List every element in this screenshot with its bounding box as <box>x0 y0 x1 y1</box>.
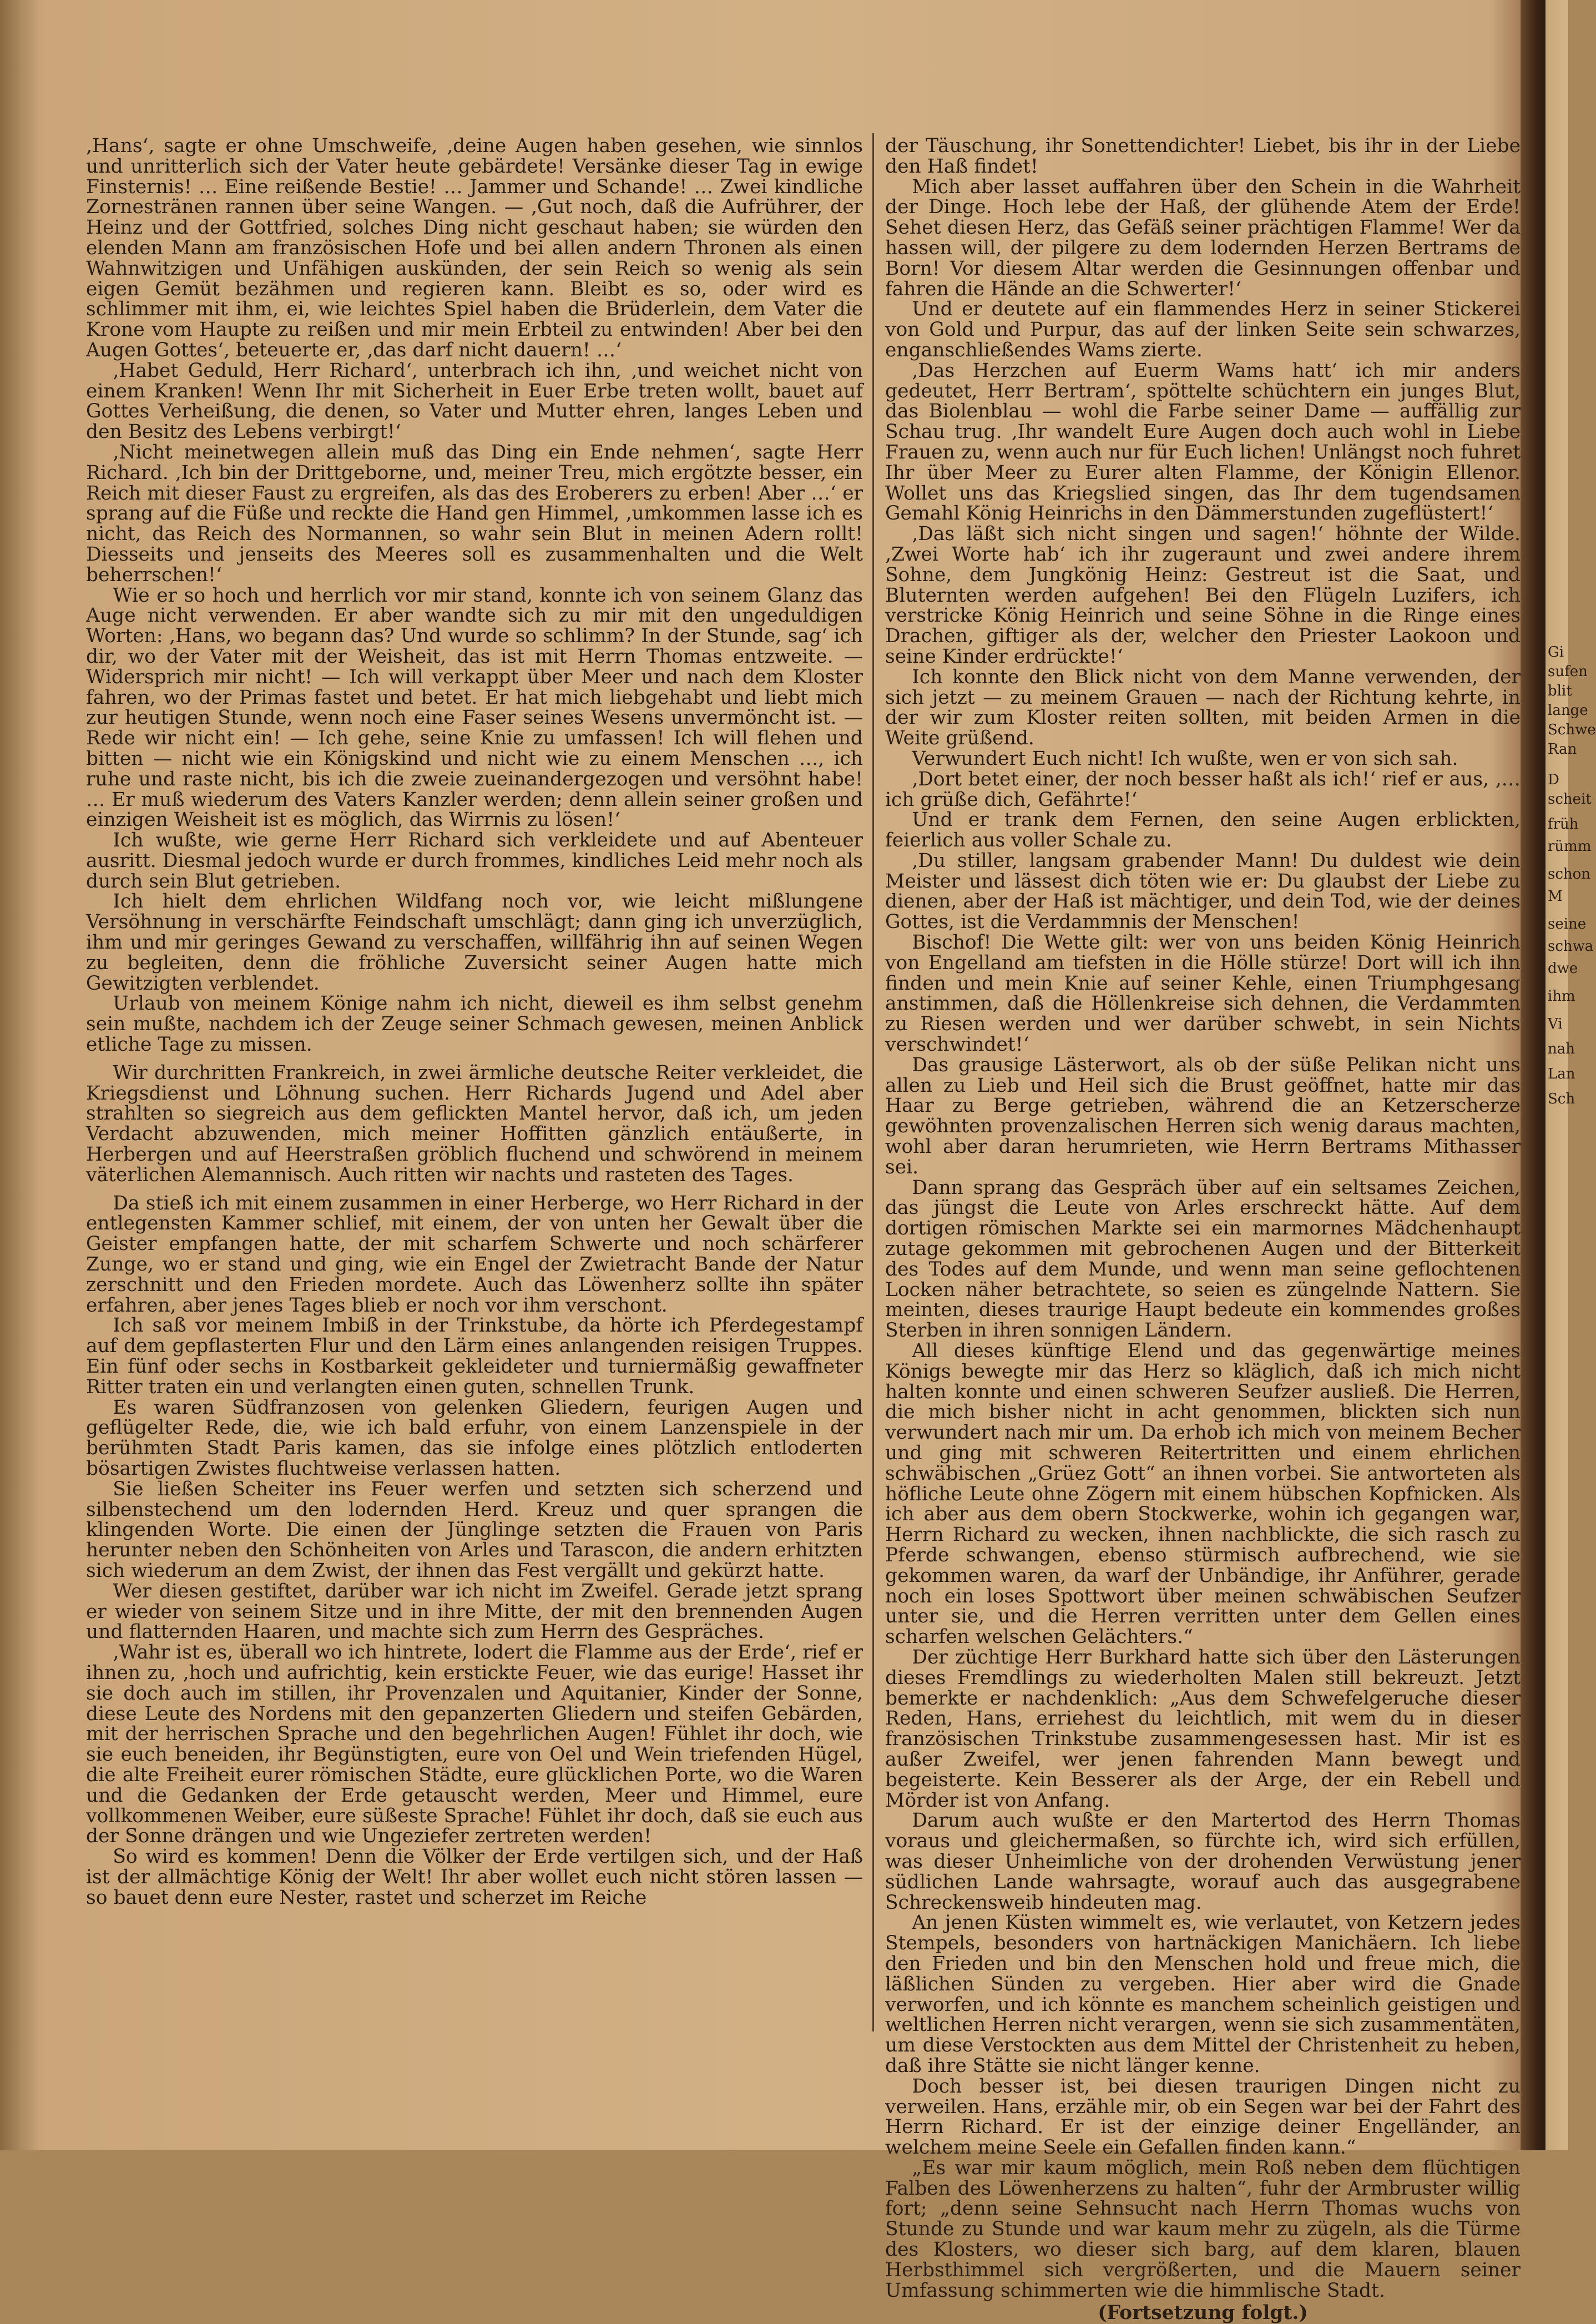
adjacent-page-fragment: lange <box>1548 702 1588 719</box>
adjacent-page-fragment: Vi <box>1548 1016 1563 1032</box>
paragraph: Der züchtige Herr Burkhard hatte sich über den Lästerungen dieses Fremdlings zu wiederholten Malen still bekreuzt. Jetzt bemerkte er nachdenklich: „Aus dem Schwefelgeruche dieser Reden, Hans, erriehest du leichtlich, mit wem du in dieser französischen Trinkstube zusammengesessen hast. Mir ist es außer Zweifel, wer jenen fahrenden Mann bewegt und begeisterte. Kein Besserer als der Arge, der ein Rebell und Mörder ist von Anfang. <box>885 1646 1521 1812</box>
paragraph: Bischof! Die Wette gilt: wer von uns beiden König Heinrich von Engelland am tiefsten in die Hölle stürze! Dort will ich ihn finden und mein Knie auf seiner Kehle, einen Triumphgesang anstimmen, daß die Höllenkreise sich dehnen, die Verdammten zu Riesen werden und wer darüber schwebt, in sein Nichts verschwindet!‘ <box>885 931 1521 1056</box>
paragraph: ‚Dort betet einer, der noch besser haßt als ich!‘ rief er aus, ‚… ich grüße dich, Gefährte!‘ <box>885 768 1521 811</box>
adjacent-page-fragment: Gi <box>1548 644 1564 661</box>
paragraph: Sie ließen Scheiter ins Feuer werfen und setzten sich scherzend und silbenstechend um den lodernden Herd. Kreuz und quer sprangen die klingenden Worte. Die einen der Jünglinge setzten die Frauen von Paris herunter neben den Schönheiten von Arles und Tarascon, die andern erhitzten sich wiederum an dem Zwist, der ihnen das Fest vergällt und gekürzt hatte. <box>86 1478 863 1582</box>
paragraph: ‚Habet Geduld, Herr Richard‘, unterbrach ich ihn, ‚und weichet nicht von einem Kranken! Wenn Ihr mit Sicherheit in Euer Erbe treten wollt, bauet auf Gottes Verheißung, die denen, so Vater und Mutter ehren, langes Leben und den Besitz des Lebens verbirgt!‘ <box>86 359 863 443</box>
adjacent-page-fragment: Schwe <box>1548 722 1596 738</box>
adjacent-page-fragment: Lan <box>1548 1066 1575 1082</box>
paragraph: ‚Du stiller, langsam grabender Mann! Du duldest wie dein Meister und lässest dich töten wie er: Du glaubst der Liebe zu dienen, aber der Haß ist mächtiger, und dein Tod, wie der deines Gottes, ist die Verdammnis der Menschen! <box>885 849 1521 934</box>
adjacent-page-fragment: früh <box>1548 816 1579 833</box>
paragraph: Wir durchritten Frankreich, in zwei ärmliche deutsche Reiter verkleidet, die Kriegsdienst und Löhnung suchen. Herr Richards Jugend und Adel aber strahlten so siegreich aus dem geflickten Mantel hervor, daß ich, um jeden Verdacht abzuwenden, mich meiner Hoffitten gänzlich entäußerte, in Herbergen und auf Heerstraßen gröblich fluchend und schwörend in meinem väterlichen Alemannisch. Auch ritten wir nachts und rasteten des Tages. <box>86 1061 863 1186</box>
paragraph: ‚Das Herzchen auf Euerm Wams hatt‘ ich mir anders gedeutet, Herr Bertram‘, spöttelte schüchtern ein junges Blut, das Biolenblau — wohl die Farbe seiner Dame — auffällig zur Schau trug. ‚Ihr wandelt Eure Augen doch auch wohl in Liebe Frauen zu, wenn auch nur für Euch lichen! Unlängst noch fuhret Ihr über Meer zu Eurer alten Flamme, der Königin Ellenor. Wollet uns das Kriegslied singen, das Ihr dem tugendsamen Gemahl König Heinrichs in den Dämmerstunden zugeflüstert!‘ <box>885 359 1521 525</box>
paragraph: Und er trank dem Fernen, den seine Augen erblickten, feierlich aus voller Schale zu. <box>885 809 1521 852</box>
paragraph: Doch besser ist, bei diesen traurigen Dingen nicht zu verweilen. Hans, erzähle mir, ob ein Segen war bei der Fahrt des Herrn Richard. Er ist der einzige deiner Engelländer, an welchem meine Seele ein Gefallen finden kann.“ <box>885 2075 1521 2159</box>
left-text-column <box>86 136 863 2129</box>
paragraph: ‚Das läßt sich nicht singen und sagen!‘ höhnte der Wilde. ‚Zwei Worte hab‘ ich ihr zugeraunt und zwei andere ihrem Sohne, dem Jungkönig Heinz: Gestreut ist die Saat, und Bluternten werden aufgehen! Bei den Flügeln Luzifers, ich verstricke König Heinrich und seine Söhne in die Ringe eines Drachen, giftiger als der, welcher den Priester Laokoon und seine Kinder erdrückte!‘ <box>885 523 1521 668</box>
paragraph: „Es war mir kaum möglich, mein Roß neben dem flüchtigen Falben des Löwenherzens zu halten“, fuhr der Armbruster willig fort; „denn seine Sehnsucht nach Herrn Thomas wuchs von Stunde zu Stunde und war kaum mehr zu zügeln, als die Türme des Klosters, wo dieser sich barg, auf dem klaren, blauen Herbsthimmel sich vergrößerten, und die Mauern seiner Umfassung schimmerten wie die himmlische Stadt. <box>885 2156 1521 2302</box>
paragraph: Darum auch wußte er den Martertod des Herrn Thomas voraus und gleichermaßen, so fürchte ich, wird sich erfüllen, was dieser Unheimliche von der drohenden Verwüstung jener südlichen Lande wahrsagte, worauf auch das ausgegrabene Schreckensweib hindeuten mag. <box>885 1809 1521 1914</box>
paragraph: ‚Wahr ist es, überall wo ich hintrete, lodert die Flamme aus der Erde‘, rief er ihnen zu, ‚hoch und aufrichtig, kein erstickte Feuer, wie das eurige! Hasset ihr sie doch auch im stillen, ihr Provenzalen und Aquitanier, Kinder der Sonne, diese Leute des Nordens mit den gepanzerten Gliedern und steifen Gebärden, mit der herrischen Sprache und den begehrlichen Augen! Fühlet ihr doch, wie sie euch beneiden, ihr Begünstigten, eure von Oel und Wein triefenden Hügel, die alte Freiheit eurer römischen Städte, eure glücklichen Porte, wo die Waren und die Gedanken der Erde getauscht werden, Meer und Himmel, eure vollkommenen Weiber, eure süßeste Sprache! Fühlet ihr doch, daß sie euch aus der Sonne drängen und wie Ungeziefer zertreten werden! <box>86 1641 863 1848</box>
paragraph: Wie er so hoch und herrlich vor mir stand, konnte ich von seinem Glanz das Auge nicht verwenden. Er aber wandte sich zu mir mit den ungeduldigen Worten: ‚Hans, wo begann das? Und wurde so schlimm? In der Stunde, sag‘ ich dir, wo der Vater mit der Weisheit, das ist mit Herrn Thomas entzweite. — Widersprich mir nicht! — Ich will verkappt über Meer und nach dem Kloster fahren, wo der Primas fastet und betet. Er hat mich liebgehabt und liebt mich zur heutigen Stunde, wenn noch eine Faser seines Wesens unvermöncht ist. — Rede wir nicht ein! — Ich gehe, seine Knie zu umfassen! Ich will flehen und bitten — nicht wie ein Königskind und nicht wie zu einem Menschen …, ich ruhe und raste nicht, bis ich die zweie zueinandergezogen und versöhnt habe! … Er muß wiederum des Vaters Kanzler werden; denn allein seiner großen und einzigen Weisheit ist es möglich, das Wirrnis zu lösen!‘ <box>86 584 863 831</box>
book-gutter-shadow <box>1521 0 1546 2150</box>
adjacent-page-fragment: schwa <box>1548 938 1594 955</box>
paragraph: Ich hielt dem ehrlichen Wildfang noch vor, wie leicht mißlungene Versöhnung in verschärfte Feindschaft umschlägt; dann ging ich unverzüglich, ihm und mir geringes Gewand zu verschaffen, willfährig ihn auf seinen Wegen zu begleiten, denn die fröhliche Zuversicht seiner Augen hatte mich Gewitzigten verblendet. <box>86 890 863 995</box>
adjacent-page-fragment: M <box>1548 888 1563 905</box>
paragraph: Das grausige Lästerwort, als ob der süße Pelikan nicht uns allen zu Lieb und Heil sich die Brust geöffnet, hatte mir das Haar zu Berge getrieben, während die an Ketzerscherze gewöhnten provenzalischen Herren sich wenig daraus machten, wohl aber daran herumrieten, wie Herrn Bertrams Mithasser sei. <box>885 1053 1521 1178</box>
paragraph: All dieses künftige Elend und das gegenwärtige meines Königs bewegte mir das Herz so kläglich, daß ich mich nicht halten konnte und einen schweren Seufzer ausließ. Die Herren, die mich bisher nicht in acht genommen, blickten sich nun verwundert nach mir um. Da erhob ich mich von meinem Becher und ging mit schweren Reitertritten und einem ehrlichen schwäbischen „Grüez Gott“ an ihnen vorbei. Sie antworteten als höfliche Leute ohne Zögern mit einem hübschen Kopfnicken. Als ich aber aus dem obern Stockwerke, wohin ich gegangen war, Herrn Richard zu wecken, ihnen nachblickte, die sich rasch zu Pferde schwangen, ebenso stürmisch aufbrechend, wie sie gekommen waren, da warf der Unbändige, ihr Anführer, gerade noch ein loses Spottwort über meinen schwäbischen Seufzer unter sie, und die Herren verritten unter dem Gellen eines scharfen welschen Gelächters.“ <box>885 1340 1521 1649</box>
adjacent-page-fragment: schon <box>1548 866 1591 883</box>
adjacent-page-fragment: nah <box>1548 1041 1575 1057</box>
paragraph: Dann sprang das Gespräch über auf ein seltsames Zeichen, das jüngst die Leute von Arles erschreckt hätte. Auf dem dortigen römischen Markte sei ein marmornes Mädchenhaupt zutage gekommen mit gebrochenen Augen und der Bitterkeit des Todes auf dem Munde, und wenn man seine geflochtenen Locken näher betrachtete, so seien es züngelnde Nattern. Sie meinten, dieses traurige Haupt bedeute ein kommendes großes Sterben in ihren sonnigen Ländern. <box>885 1176 1521 1342</box>
adjacent-page-fragment: Ran <box>1548 741 1577 758</box>
paragraph: Verwundert Euch nicht! Ich wußte, wen er von sich sah. <box>912 747 1458 770</box>
paragraph: So wird es kommen! Denn die Völker der Erde vertilgen sich, und der Haß ist der allmächtige König der Welt! Ihr aber wollet euch nicht stören lassen — so bauet denn eure Nester, rastet und scherzet im Reiche <box>86 1846 863 1909</box>
paragraph: Wer diesen gestiftet, darüber war ich nicht im Zweifel. Gerade jetzt sprang er wieder von seinem Sitze und in ihre Mitte, der mit den brennenden Augen und flatternden Haaren, und machte sich zum Herrn des Gespräches. <box>86 1580 863 1644</box>
left-binding-edge <box>0 0 39 2150</box>
paragraph: ‚Nicht meinetwegen allein muß das Ding ein Ende nehmen‘, sagte Herr Richard. ‚Ich bin der Drittgeborne, und, meiner Treu, mich ergötzte besser, ein Reich mit dieser Faust zu ergreifen, als das des Eroberers zu erben! Aber …‘ er sprang auf die Füße und reckte die Hand gen Himmel, ‚umkommen lasse ich es nicht, das Reich des Normannen, so wahr sein Blut in meinen Adern rollt! Diesseits und jenseits des Meeres soll es zusammenhalten und die Welt beherrschen!‘ <box>86 441 863 586</box>
adjacent-page-strip <box>1546 0 1596 2150</box>
adjacent-page-fragment: ihm <box>1548 988 1575 1005</box>
paragraph: Und er deutete auf ein flammendes Herz in seiner Stickerei von Gold und Purpur, das auf der linken Seite sein schwarzes, enganschließendes Wams zierte. <box>885 298 1521 361</box>
adjacent-page-fragment: seine <box>1548 916 1587 932</box>
continuation-note: (Fortsetzung folgt.) <box>1098 2302 1308 2324</box>
adjacent-page-fragment: Sch <box>1548 1091 1575 1107</box>
adjacent-page-fragment: dwe <box>1548 960 1578 977</box>
paragraph: Ich konnte den Blick nicht von dem Manne verwenden, der sich jetzt — zu meinem Grauen — nach der Richtung kehrte, in der wir zum Kloster reiten sollten, mit beiden Armen in die Weite grüßend. <box>885 666 1521 750</box>
paragraph: Da stieß ich mit einem zusammen in einer Herberge, wo Herr Richard in der entlegensten Kammer schlief, mit einem, der von unten her Gewalt über die Geister empfangen hatte, der mit scharfem Schwerte und noch schärferer Zunge, wo er stand und ging, wie ein Engel der Zwietracht Bande der Natur zerschnitt und den Frieden mordete. Auch das Löwenherz sollte ihn später erfahren, aber jenes Tages blieb er noch vor ihm verschont. <box>86 1192 863 1317</box>
paragraph: ‚Hans‘, sagte er ohne Umschweife, ‚deine Augen haben gesehen, wie sinnlos und unritterlich sich der Vater heute gebärdete! Versänke dieser Tag in ewige Finsternis! … Eine reißende Bestie! … Jammer und Schande! … Zwei kindliche Zornestränen rannen über seine Wangen. — ‚Gut noch, daß die Aufrührer, der Heinz und der Gottfried, solches Ding nicht geschaut haben; sie würden den elenden Mann am französischen Hofe und bei allen andern Thronen als einen Wahnwitzigen und Unfähigen auskünden, der sein Reich so wenig als sein eigen Gemüt bezähmen und regieren kann. Bleibt es so, oder wird es schlimmer mit ihm, ei, wie leichtes Spiel haben die Brüderlein, dem Vater die Krone vom Haupte zu reißen und mir mein Erbteil zu entwinden! Aber bei den Augen Gottes‘, beteuerte er, ‚das darf nicht dauern! …‘ <box>86 135 863 361</box>
paragraph: Mich aber lasset auffahren über den Schein in die Wahrheit der Dinge. Hoch lebe der Haß, der glühende Atem der Erde! Sehet diesen Herz, das Gefäß seiner prächtigen Flamme! Wer da hassen will, der pilgere zu dem lodernden Herzen Bertrams de Born! Vor diesem Altar werden die Gesinnungen offenbar und fahren die Hände an die Schwerter!‘ <box>885 175 1521 300</box>
paragraph: der Täuschung, ihr Sonettendichter! Liebet, bis ihr in der Liebe den Haß findet! <box>885 135 1521 178</box>
right-text-column <box>885 135 1521 2324</box>
adjacent-page-fragment: blit <box>1548 683 1572 699</box>
paragraph: Urlaub von meinem Könige nahm ich nicht, dieweil es ihm selbst genehm sein mußte, nachdem ich der Zeuge seiner Schmach gewesen, meinen Anblick etliche Tage zu missen. <box>86 992 863 1056</box>
adjacent-page-fragment: sufen <box>1548 663 1588 680</box>
paragraph: An jenen Küsten wimmelt es, wie verlautet, von Ketzern jedes Stempels, besonders von hartnäckigen Manichäern. Ich liebe den Frieden und bin den Menschen hold und freue mich, die läßlichen Sünden zu vergeben. Hier aber wird die Gnade verworfen, und ich könnte es manchem scheinlich geistigen und weltlichen Herren nicht verargen, wenn sie sich zusammentäten, um diese Verstockten aus dem Mittel der Christenheit zu heben, daß ihre Stätte sie nicht länger kenne. <box>885 1912 1521 2077</box>
paragraph: Ich wußte, wie gerne Herr Richard sich verkleidete und auf Abenteuer ausritt. Diesmal jedoch wurde er durch frommes, kindliches Leid mehr noch als durch sein Blut getrieben. <box>86 829 863 893</box>
paragraph: Es waren Südfranzosen von gelenken Gliedern, feurigen Augen und geflügelter Rede, die, wie ich bald erfuhr, von einem Lanzenspiele in der berühmten Stadt Paris kamen, das sie infolge eines plötzlich entloderten bösartigen Zwistes fluchtweise verlassen hatten. <box>86 1396 863 1480</box>
adjacent-page-fragment: scheit <box>1548 791 1592 808</box>
column-divider <box>872 133 874 2031</box>
adjacent-page-fragment: D <box>1548 772 1559 788</box>
adjacent-page-fragment: rümm <box>1548 838 1592 855</box>
paragraph: Ich saß vor meinem Imbiß in der Trinkstube, da hörte ich Pferdegestampf auf dem gepflasterten Flur und den Lärm eines anlangenden reisigen Truppes. Ein fünf oder sechs in Kostbarkeit gekleideter und turniermäßig gewaffneter Ritter traten ein und verlangten einen guten, schnellen Trunk. <box>86 1314 863 1398</box>
